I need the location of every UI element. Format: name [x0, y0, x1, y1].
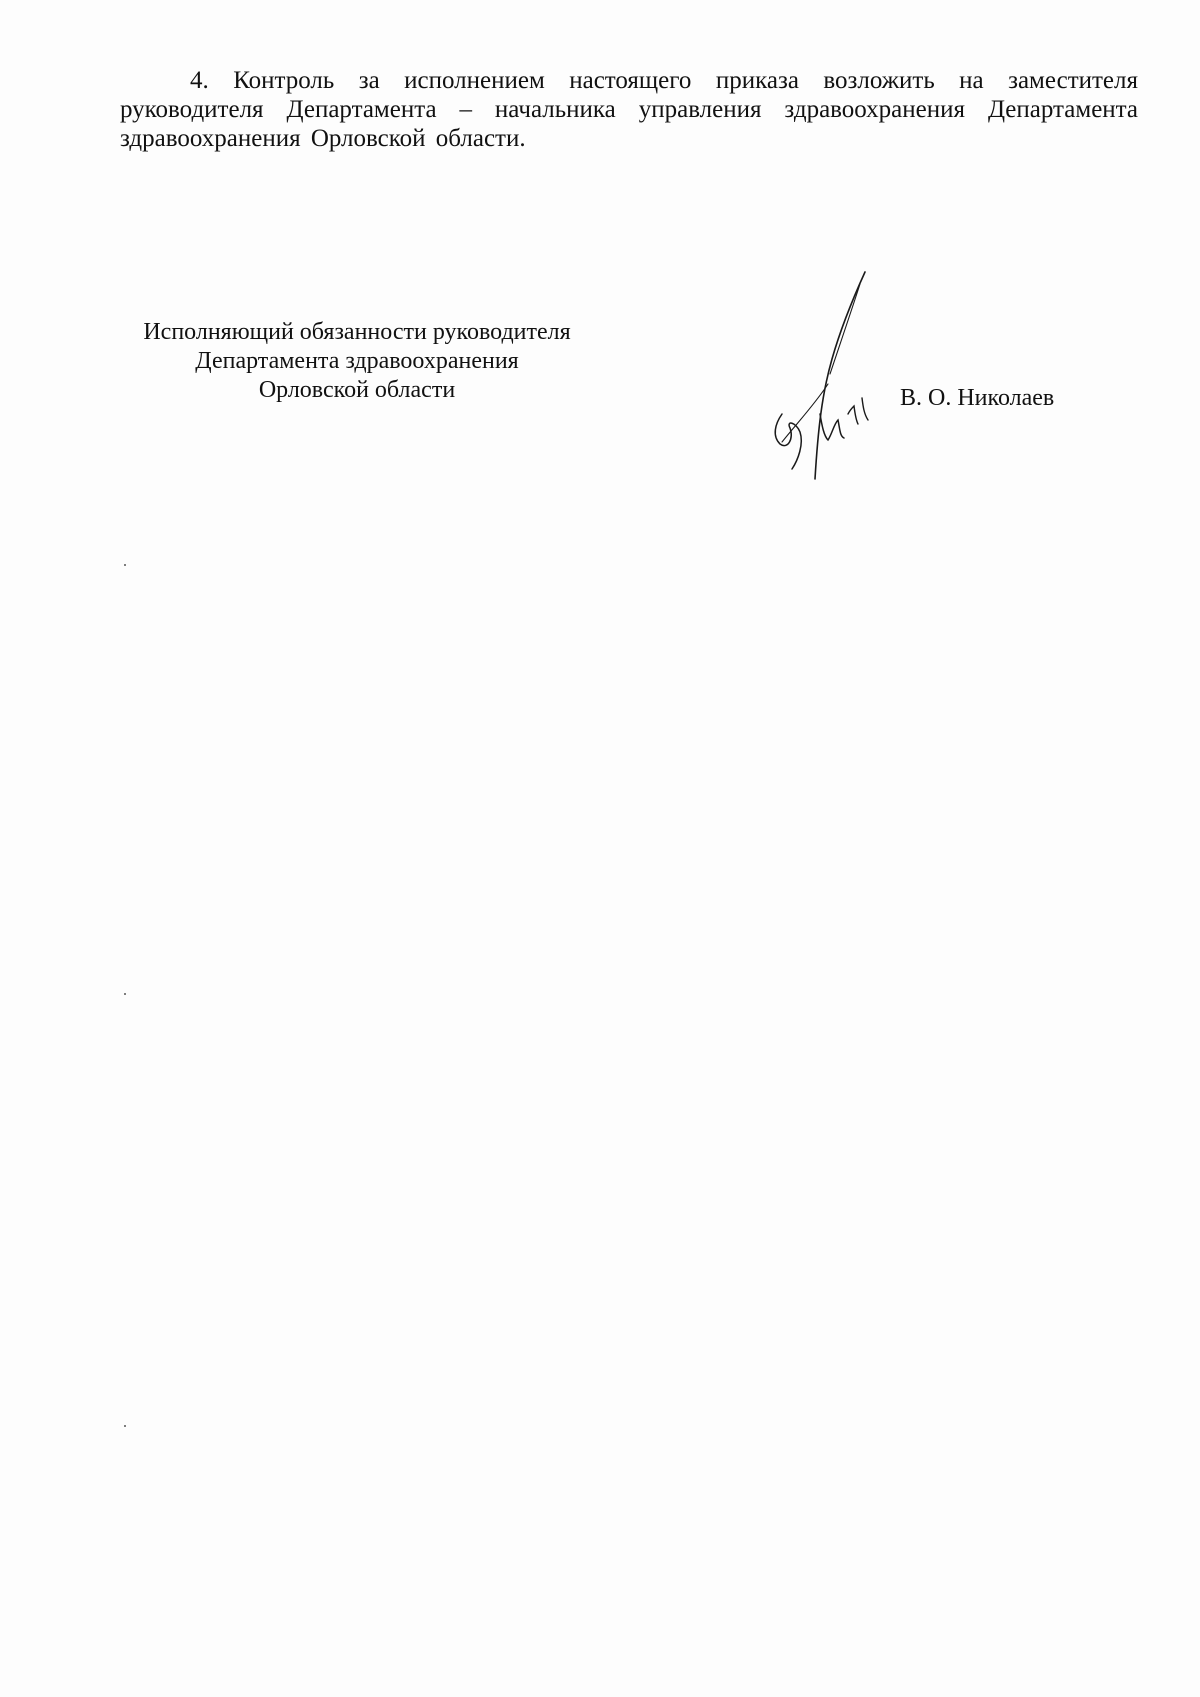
scan-speck — [124, 1425, 126, 1427]
scan-speck — [124, 564, 126, 566]
handwritten-signature — [760, 264, 890, 484]
position-line-1: Исполняющий обязанности руководителя — [143, 319, 571, 345]
position-line-3: Орловской области — [258, 377, 456, 403]
paragraph-item-4: 4. Контроль за исполнением настоящего приказа возложить на заместителя руководителя Департамента – начальника управления здравоохранения Департамента здравоохранения Орловской области. — [120, 67, 1138, 152]
signer-name: В. О. Николаев — [900, 385, 1055, 411]
signatory-position — [112, 318, 602, 405]
position-line-2: Департамента здравоохранения — [195, 348, 519, 374]
scan-speck — [124, 993, 126, 995]
